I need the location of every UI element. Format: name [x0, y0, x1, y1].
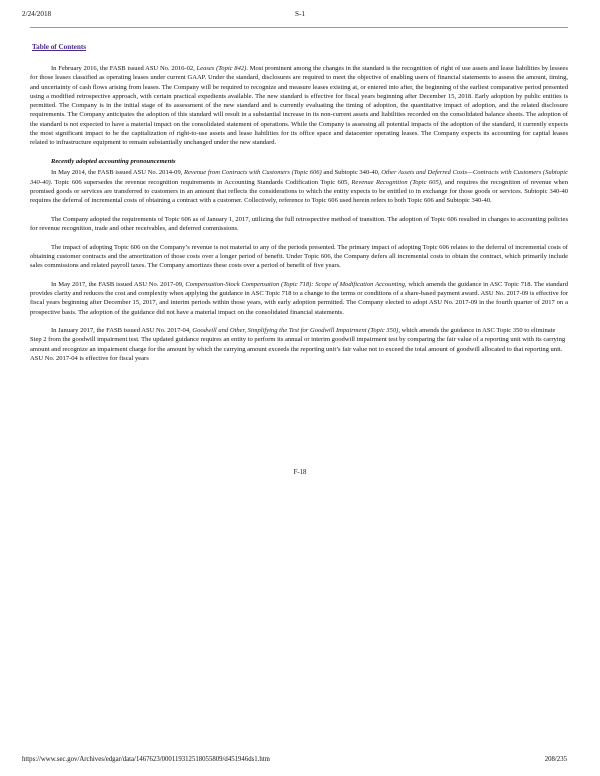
paragraph-stock-compensation: [30, 280, 568, 317]
italic-title: Compensation-Stock Compensation (Topic 718): Scope of Modification Accounting: [185, 280, 405, 288]
text: In January 2017, the FASB issued ASU No. 2017-04,: [51, 327, 193, 335]
header-divider: [30, 27, 568, 28]
text: In May 2017, the FASB issued ASU No. 2017-09,: [51, 280, 186, 288]
header-title: S-1: [295, 10, 305, 18]
header-date: 2/24/2018: [22, 10, 52, 18]
text: , and requires the recognition of revenue when promised goods or services are transferred to customers in an amount that reflects the considerations to which the entity expects to be entitled to in exchange for those goods or services. Subtopic 340-40 requires the deferral of incremental costs of obtaining a contract with a customer. Collectively, reference to Topic 606 used herein refers to both Topic 606 and Subtopic 340-40.: [30, 178, 568, 205]
text: , which amends the guidance in ASC Topic 718. The standard provides clarity and reduces the cost and complexity when applying the guidance in ASC Topic 718 to a change to the terms or conditions of a share-based payment award. ASU No. 2017-09 is effective for fiscal years beginning after December 15, 2017, and interim periods within those years, with early adoption permitted. The Company elected to adopt ASU No. 2017-09 in the fourth quarter of 2017 on a prospective basis. The adoption of the guidance did not have a material impact on the consolidated financial statements.: [30, 280, 568, 316]
italic-title: Goodwill and Other, Simplifying the Test for Goodwill Impairment (Topic 350): [192, 327, 399, 335]
text: and Subtopic 340-40,: [321, 169, 382, 177]
italic-title: Revenue Recognition (Topic 605): [351, 178, 441, 186]
italic-title: Other Assets and Deferred Costs—Contracts with Customers (Subtopic 340-40): [30, 169, 568, 186]
text: , which amends the guidance in ASC Topic 350 to eliminate Step 2 from the goodwill impairment test. The updated guidance requires an entity to perform its annual or interim goodwill impairment test by comparing the fair value of a reporting unit with its carrying amount and recognize an impairment charge for the amount by which the carrying amount exceeds the reporting unit’s fair value not to exceed the total amount of goodwill allocated to that reporting unit. ASU No. 2017-04 is effective for fiscal years: [30, 327, 566, 362]
paragraph-revenue: [30, 168, 568, 205]
section-heading: Recently adopted accounting pronouncements: [51, 157, 176, 165]
paragraph-topic606-adoption: The Company adopted the requirements of Topic 606 as of January 1, 2017, utilizing the full retrospective method of transition. The adoption of Topic 606 resulted in changes to accounting policies for revenue recognition, trade and other receivables, and deferred commissions.: [30, 215, 568, 233]
text: In May 2014, the FASB issued ASU No. 2014-09,: [51, 169, 185, 177]
document-body: [30, 64, 568, 373]
page-number: F-18: [293, 469, 307, 476]
paragraph-goodwill: [30, 326, 568, 363]
footer-page-count: 208/235: [544, 756, 567, 763]
footer-url: https://www.sec.gov/Archives/edgar/data/1467623/000119312518055809/d451946ds1.htm: [22, 756, 270, 763]
italic-title: Revenue from Contracts with Customers (Topic 606): [184, 169, 322, 177]
text: In February 2016, the FASB issued ASU No. 2016-02,: [51, 65, 197, 72]
text: . Most prominent among the changes in the standard is the recognition of right of use assets and lease liabilities by lessees for those leases classified as operating leases under current GAAP. Under the standard, disclosures are required to meet the objective of enabling users of financial statements to assess the amount, timing, and uncertainty of cash flows arising from leases. The Company will be required to recognize and measure leases existing at, or entered into after, the beginning of the earliest comparative period presented using a modified retrospective approach, with certain practical expedients available. The new standard is effective for fiscal years beginning after December 15, 2018. Early adoption by public entities is permitted. The Company is in the initial stage of its assessment of the new standard and is currently evaluating the timing of adoption, the quantitative impact of adoption, and the related disclosure requirements. The Company anticipates the adoption of this standard will result in a substantial increase in its non-current assets and liabilities recorded on the consolidated balance sheets. The adoption of the standard is not expected to have a material impact on the consolidated statement of operations. While the Company is assessing all potential impacts of the adoption of the standard, it currently expects the most significant impact to be the capitalization of right-to-use assets and lease liabilities for its office space and datacenter operating leases. The Company expects its accounting for capital leases related to infrastructure equipment to remain substantially unchanged under the new standard.: [30, 65, 568, 146]
table-of-contents-link[interactable]: Table of Contents: [32, 43, 87, 51]
paragraph-topic606-impact: The impact of adopting Topic 606 on the Company’s revenue is not material to any of the periods presented. The primary impact of adopting Topic 606 relates to the deferral of incremental costs of obtaining customer contracts and the amortization of those costs over a longer period of benefit. Under Topic 606, the Company defers all incremental costs to obtain the contract, which primarily include sales commissions and related payroll taxes. The Company amortizes these costs over a period of benefit of five years.: [30, 243, 568, 270]
italic-title: Leases (Topic 842): [196, 65, 247, 72]
paragraph-leases: [30, 64, 568, 147]
text: . Topic 606 supersedes the revenue recognition requirements in Accounting Standards Codification Topic 605,: [50, 178, 352, 186]
